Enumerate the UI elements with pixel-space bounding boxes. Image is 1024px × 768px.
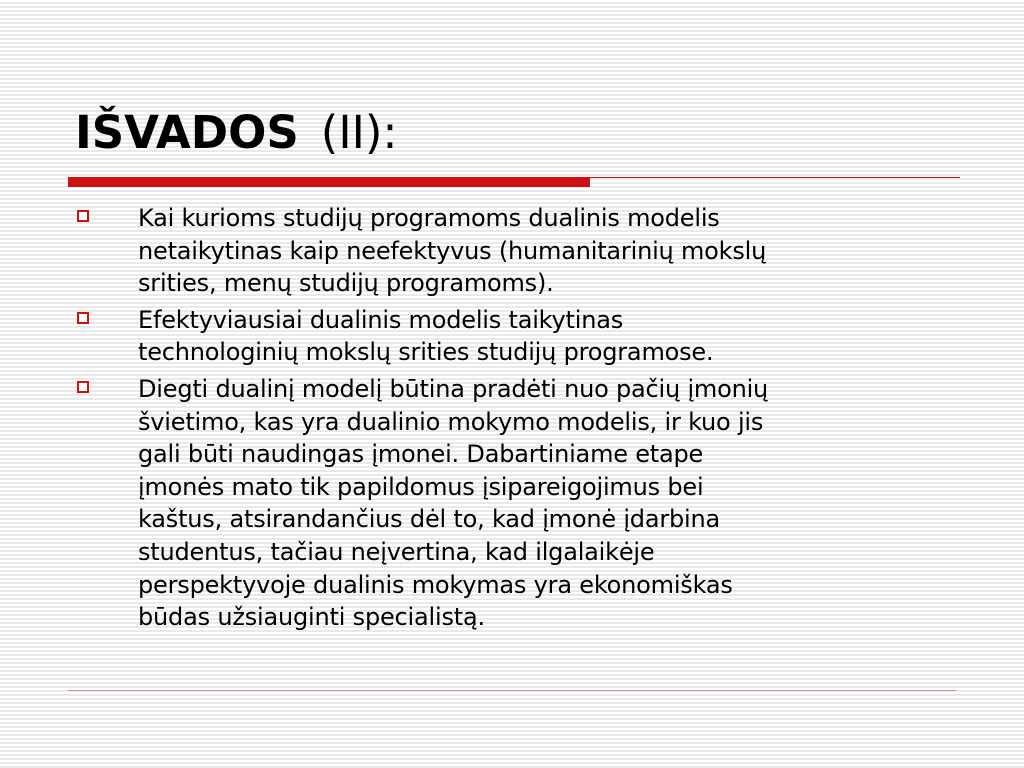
- bullet-3-line-5: kaštus, atsirandančius dėl to, kad įmonė įdarbina: [138, 505, 721, 534]
- hollow-square-bullet-icon: [77, 210, 89, 222]
- bullet-3-line-1: Diegti dualinį modelį būtina pradėti nuo pačių įmonių: [138, 374, 769, 403]
- bullet-3-line-4: įmonės mato tik papildomus įsipareigojimus bei: [138, 472, 704, 501]
- hollow-square-bullet-icon: [77, 381, 89, 393]
- title-underline-bar: [68, 177, 590, 187]
- bullet-3-line-8: būdas užsiauginti specialistą.: [138, 603, 485, 632]
- bullet-3-line-3: gali būti naudingas įmonei. Dabartiniame etape: [138, 440, 704, 469]
- bullet-1-line-3: srities, menų studijų programoms).: [138, 269, 554, 298]
- bullet-item-1: [75, 202, 955, 300]
- title-underline-line: [590, 177, 960, 178]
- bullet-3-line-2: švietimo, kas yra dualinio mokymo modelis, ir kuo jis: [138, 407, 764, 436]
- footer-divider: [68, 690, 956, 691]
- bullet-2-line-1: Efektyviausiai dualinis modelis taikytinas: [138, 305, 624, 334]
- bullet-list: [75, 202, 955, 638]
- bullet-1-line-1: Kai kurioms studijų programoms dualinis modelis: [138, 204, 720, 232]
- bullet-1-line-2: netaikytinas kaip neefektyvus (humanitarinių mokslų: [138, 236, 767, 265]
- bullet-3-line-6: studentus, tačiau neįvertina, kad ilgalaikėje: [138, 537, 655, 566]
- bullet-2-line-2: technologinių mokslų srities studijų programose.: [138, 338, 714, 367]
- slide-title-main: IŠVADOS: [75, 106, 299, 159]
- slide-title-suffix: (II):: [320, 106, 398, 159]
- bullet-3-line-7: perspektyvoje dualinis mokymas yra ekonomiškas: [138, 570, 733, 599]
- bullet-item-2: [75, 304, 955, 369]
- bullet-item-3: [75, 373, 955, 634]
- slide-title: [75, 98, 398, 168]
- hollow-square-bullet-icon: [77, 312, 89, 324]
